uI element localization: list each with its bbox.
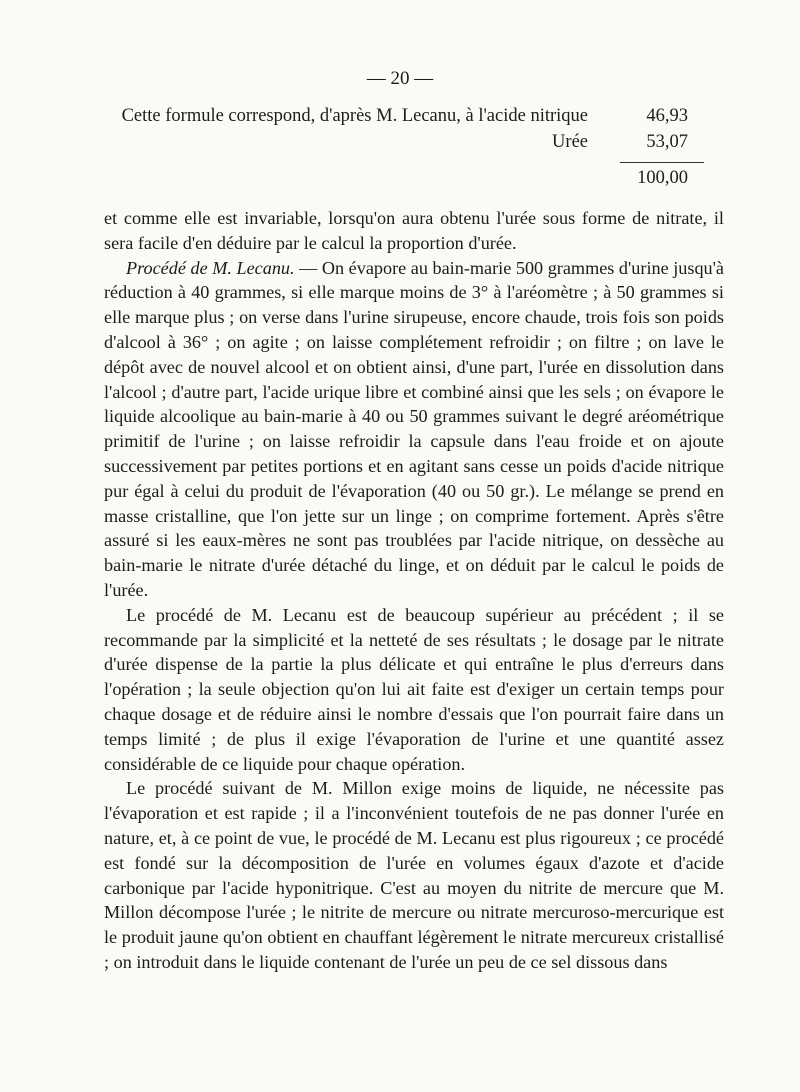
- composition-row-total: [104, 168, 704, 194]
- composition-label: Urée: [552, 132, 588, 152]
- page-number: — 20 —: [366, 68, 434, 89]
- paragraph-text: Le procédé suivant de M. Millon exige moins de liquide, ne nécessite pas l'évaporation et est rapide ; il a l'inconvénient toutefois de ne pas donner l'urée en nature, et, à ce point de vue, le procédé de M. Lecanu est plus rigoureux ; ce procédé est fondé sur la décomposition de l'urée en volumes égaux d'azote et d'acide carbonique par l'acide hyponitrique. C'est au moyen du nitrite de mercure que M. Millon décompose l'urée ; le nitrite de mercure ou nitrate mercuroso-mercurique est le produit jaune qu'on obtient en chauffant légèrement le nitrate mercureux cristallisé ; on introduit dans le liquide contenant de l'urée un peu de ce sel dissous dans: [104, 778, 724, 972]
- paragraph-text: — On évapore au bain-marie 500 grammes d'urine jusqu'à réduction à 40 grammes, si elle marque moins de 3° à l'aréomètre ; à 50 grammes si elle marque plus ; on verse dans l'urine sirupeuse, encore chaude, trois fois son poids d'alcool à 36° ; on agite ; on laisse complétement refroidir ; on filtre ; on lave le dépôt avec de nouvel alcool et on obtient ainsi, d'une part, l'urée en dissolution dans l'alcool ; d'autre part, l'acide urique libre et combiné ainsi que les sels ; on évapore le liquide alcoolique au bain-marie à 40 ou 50 grammes suivant le degré aréométrique primitif de l'urine ; on laisse refroidir la capsule dans l'eau froide et on ajoute successivement par petites portions et en agitant sans cesse un poids d'acide nitrique pur égal à celui du produit de l'évaporation (40 ou 50 gr.). Le mélange se prend en masse cristalline, que l'on jette sur un linge ; on comprime fortement. Après s'être assuré si les eaux-mères ne sont pas troublées par l'acide nitrique, on dessèche au bain-marie le nitrate d'urée détaché du linge, et on déduit par le calcul le poids de l'urée.: [104, 257, 724, 600]
- paragraph: [104, 256, 724, 603]
- composition-row-nitric-acid: [104, 106, 704, 132]
- paragraph: [104, 776, 724, 974]
- paragraph-lead: Procédé de M. Lecanu.: [126, 257, 295, 278]
- sum-rule: [620, 162, 704, 163]
- paragraph: [104, 603, 724, 777]
- paragraph-text: Le procédé de M. Lecanu est de beaucoup supérieur au précédent ; il se recommande par la simplicité et la netteté de ses résultats ; le dosage par le nitrate d'urée dispense de la partie la plus délicate et qui entraîne le plus d'erreurs dans l'opération ; la seule objection qu'on lui ait faite est d'exiger un certain temps pour chaque dosage et de réduire ainsi le nombre d'essais que l'on pourrait faire dans un temps limité ; de plus il exige l'évaporation de l'urine et une quantité assez considérable de ce liquide pour chaque opération.: [104, 604, 724, 774]
- composition-label: Cette formule correspond, d'après M. Lecanu, à l'acide nitrique: [121, 106, 588, 126]
- body-text: [104, 206, 724, 975]
- composition-total: 100,00: [637, 168, 688, 188]
- paragraph: [104, 206, 724, 256]
- composition-row-urea: [104, 132, 704, 158]
- composition-value: 53,07: [646, 132, 688, 152]
- composition-value: 46,93: [646, 106, 688, 126]
- paragraph-text: et comme elle est invariable, lorsqu'on aura obtenu l'urée sous forme de nitrate, il sera facile d'en déduire par le calcul la proportion d'urée.: [104, 208, 724, 253]
